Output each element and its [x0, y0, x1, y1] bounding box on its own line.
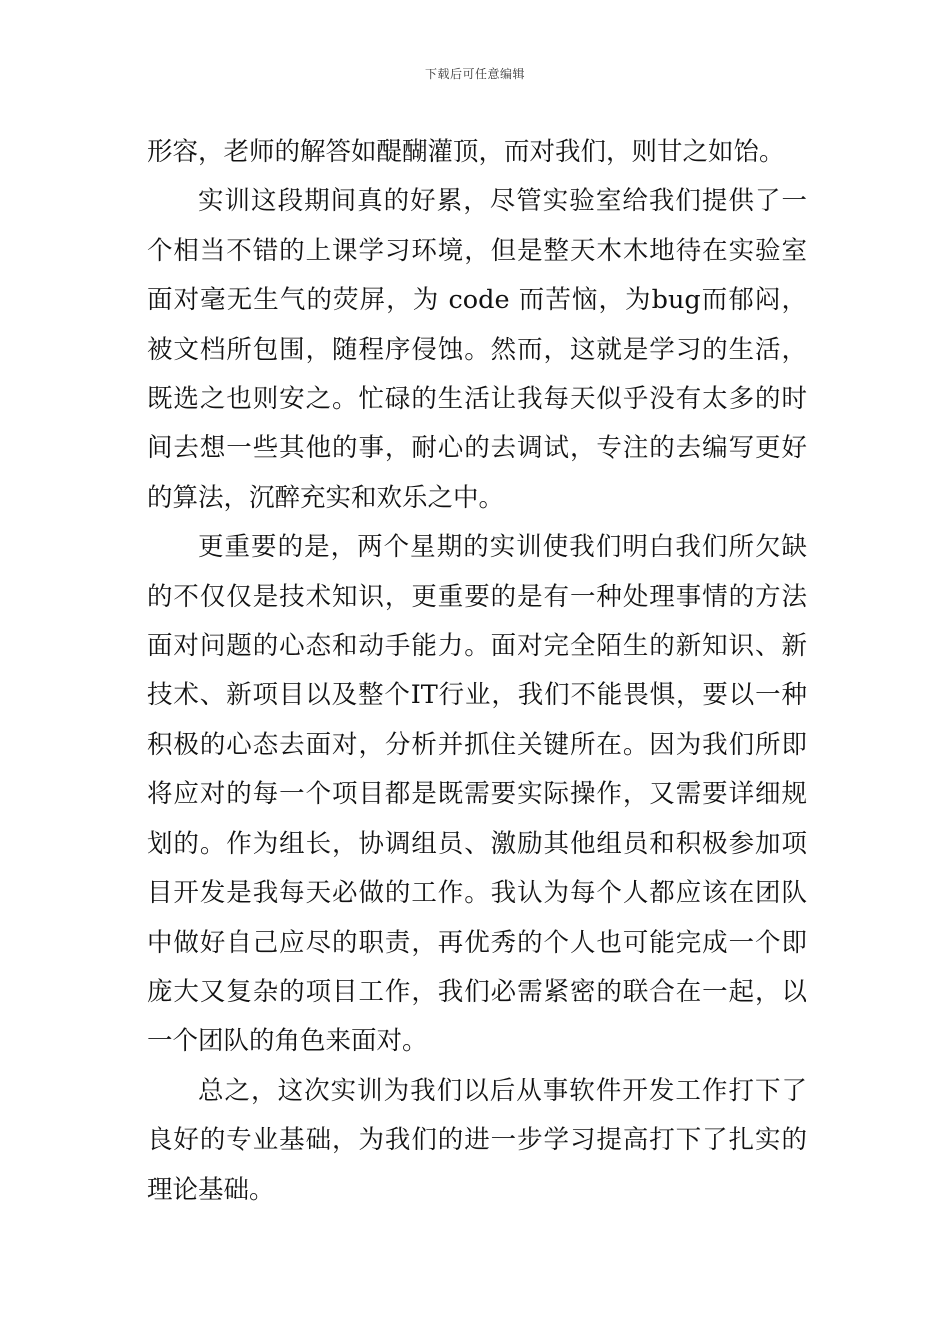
paragraph-1: 形容，老师的解答如醍醐灌顶，而对我们，则甘之如饴。 — [147, 137, 785, 167]
paragraph-4: 总之，这次实训为我们以后从事软件开发工作打下了良好的专业基础，为我们的进一步学习提高打下了扎实的理论基础。 — [147, 1075, 807, 1205]
paragraph-2: 实训这段期间真的好累，尽管实验室给我们提供了一个相当不错的上课学习环境，但是整天木木地待在实验室面对毫无生气的荧屏，为 code 而苦恼，为bug而郁闷，被文档所包围，随程序侵蚀。然而，这就是学习的生活，既选之也则安之。忙碌的生活让我每天似乎没有太多的时间去想一些其他的事，耐心的去调试，专注的去编写更好的算法，沉醉充实和欢乐之中。 — [147, 186, 807, 513]
page-header: 下载后可任意编辑 — [424, 67, 525, 81]
document-body — [147, 128, 807, 1215]
paragraph-3: 更重要的是，两个星期的实训使我们明白我们所欠缺的不仅仅是技术知识，更重要的是有一种处理事情的方法面对问题的心态和动手能力。面对完全陌生的新知识、新技术、新项目以及整个IT行业，我们不能畏惧，要以一种积极的心态去面对，分析并抓住关键所在。因为我们所即将应对的每一个项目都是既需要实际操作，又需要详细规划的。作为组长，协调组员、激励其他组员和积极参加项目开发是我每天必做的工作。我认为每个人都应该在团队中做好自己应尽的职责，再优秀的个人也可能完成一个即庞大又复杂的项目工作，我们必需紧密的联合在一起，以一个团队的角色来面对。 — [147, 532, 807, 1057]
